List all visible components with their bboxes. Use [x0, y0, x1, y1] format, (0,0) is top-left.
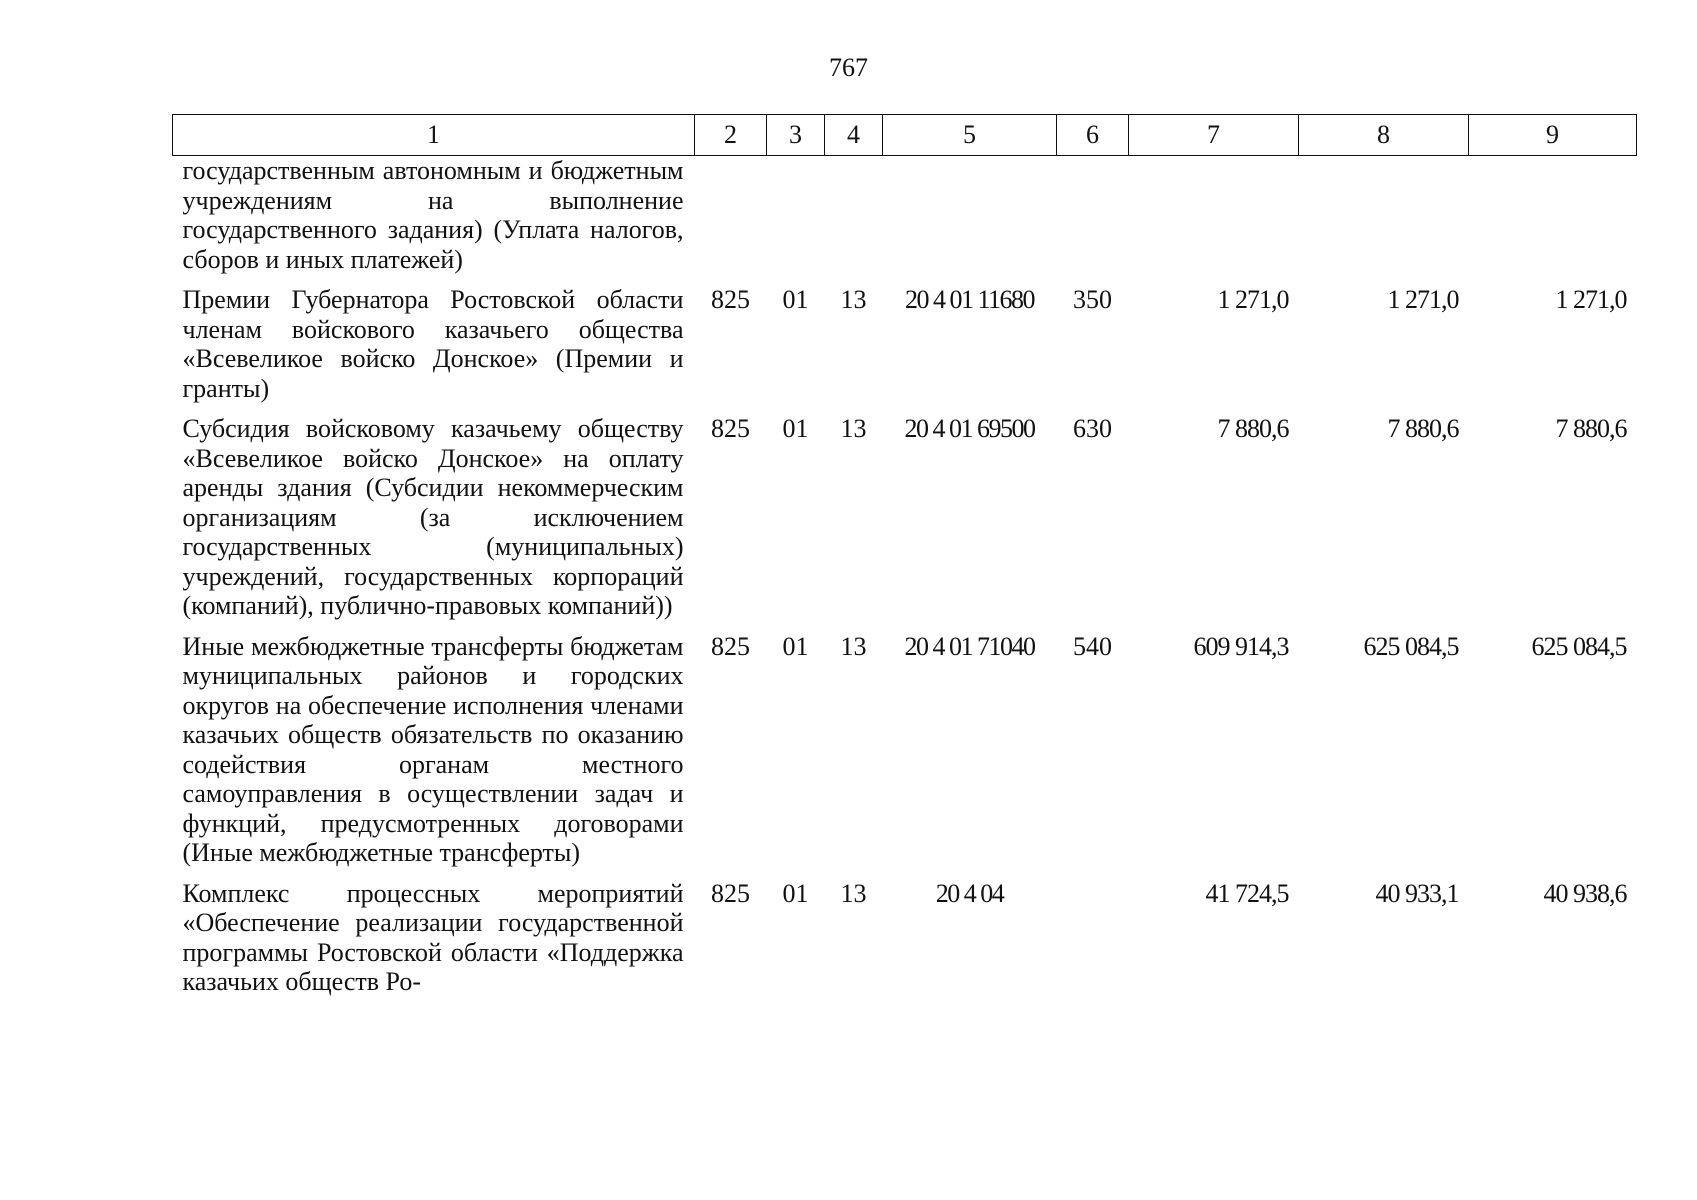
table-header: [173, 115, 1637, 156]
table-row: [173, 414, 1637, 632]
row-expense-type: [1057, 156, 1129, 286]
column-header-5: 5: [883, 115, 1057, 156]
row-expense-type: [1057, 879, 1129, 1008]
row-target-article: 20 4 01 11680: [904, 285, 1035, 314]
row-target-article: 20 4 01 69500: [904, 414, 1035, 443]
column-header-9: 9: [1469, 115, 1637, 156]
row-section: 01: [782, 631, 809, 661]
row-value-col7: 1 271,0: [1217, 285, 1289, 314]
row-name: Комплекс процессных мероприятий «Обеспечение реализации государственной программы Ростовской области «Поддержка казачьих обществ Ро-: [182, 878, 684, 996]
row-ministry: 825: [711, 414, 750, 443]
table-body: [173, 156, 1637, 1008]
row-name: государственным автономным и бюджетным учреждениям на выполнение государственного задания) (Уплата налогов, сборов и иных платежей): [182, 156, 684, 274]
row-value-col8: [1299, 156, 1469, 286]
row-ministry: 825: [711, 285, 750, 314]
row-section: 01: [782, 878, 809, 908]
header-row: [173, 115, 1637, 156]
page-number: 767: [829, 53, 868, 82]
row-name: Субсидия войсковому казачьему обществу «Всевеликое войско Донское» на оплату аренды здания (Субсидии некоммерческим организациям (за исключением государственных (муниципальных) учреждений, государственных корпораций (компаний), публично-правовых компаний)): [182, 414, 684, 620]
row-target-article: [883, 156, 1057, 286]
column-header-3: 3: [767, 115, 825, 156]
row-subsection: 13: [840, 414, 867, 443]
row-name: Премии Губернатора Ростовской области членам войскового казачьего общества «Всевеликое войско Донское» (Премии и гранты): [182, 285, 684, 403]
row-expense-type: 630: [1073, 414, 1112, 443]
row-value-col8: 625 084,5: [1363, 631, 1459, 661]
column-header-6: 6: [1057, 115, 1129, 156]
row-subsection: 13: [840, 878, 867, 908]
row-section: 01: [782, 285, 809, 314]
budget-table: [172, 114, 1637, 1008]
row-value-col8: 7 880,6: [1387, 414, 1459, 443]
column-header-2: 2: [695, 115, 767, 156]
row-subsection: [825, 156, 883, 286]
row-expense-type: 350: [1073, 285, 1112, 314]
row-target-article: 20 4 04: [935, 878, 1004, 908]
row-value-col8: 1 271,0: [1387, 285, 1459, 314]
row-subsection: 13: [840, 285, 867, 314]
row-value-col9: 1 271,0: [1555, 285, 1627, 314]
row-value-col7: 609 914,3: [1193, 631, 1289, 661]
row-name: Иные межбюджетные трансферты бюджетам муниципальных районов и городских округов на обеспечение исполнения членами казачьих обществ обязательств по оказанию содействия органам местного самоуправления в осуществлении задач и функций, предусмотренных договорами (Иные межбюджетные трансферты): [182, 631, 684, 867]
row-value-col9: 625 084,5: [1531, 631, 1627, 661]
column-header-7: 7: [1129, 115, 1299, 156]
row-value-col9: 7 880,6: [1555, 414, 1627, 443]
table-row: [173, 632, 1637, 879]
row-value-col7: [1129, 156, 1299, 286]
row-expense-type: 540: [1073, 631, 1112, 661]
row-value-col7: 41 724,5: [1205, 878, 1289, 908]
column-header-8: 8: [1299, 115, 1469, 156]
column-header-1: 1: [173, 115, 695, 156]
row-ministry: 825: [711, 631, 750, 661]
row-section: 01: [782, 414, 809, 443]
row-value-col9: [1469, 156, 1637, 286]
column-header-4: 4: [825, 115, 883, 156]
row-ministry: [695, 156, 767, 286]
row-section: [767, 156, 825, 286]
row-subsection: 13: [840, 631, 867, 661]
row-target-article: 20 4 01 71040: [904, 631, 1035, 661]
table-row: [173, 879, 1637, 1008]
table-row: [173, 156, 1637, 286]
table-row: [173, 285, 1637, 414]
row-value-col8: 40 933,1: [1375, 878, 1459, 908]
row-ministry: 825: [711, 878, 750, 908]
row-value-col9: 40 938,6: [1543, 878, 1627, 908]
row-value-col7: 7 880,6: [1217, 414, 1289, 443]
